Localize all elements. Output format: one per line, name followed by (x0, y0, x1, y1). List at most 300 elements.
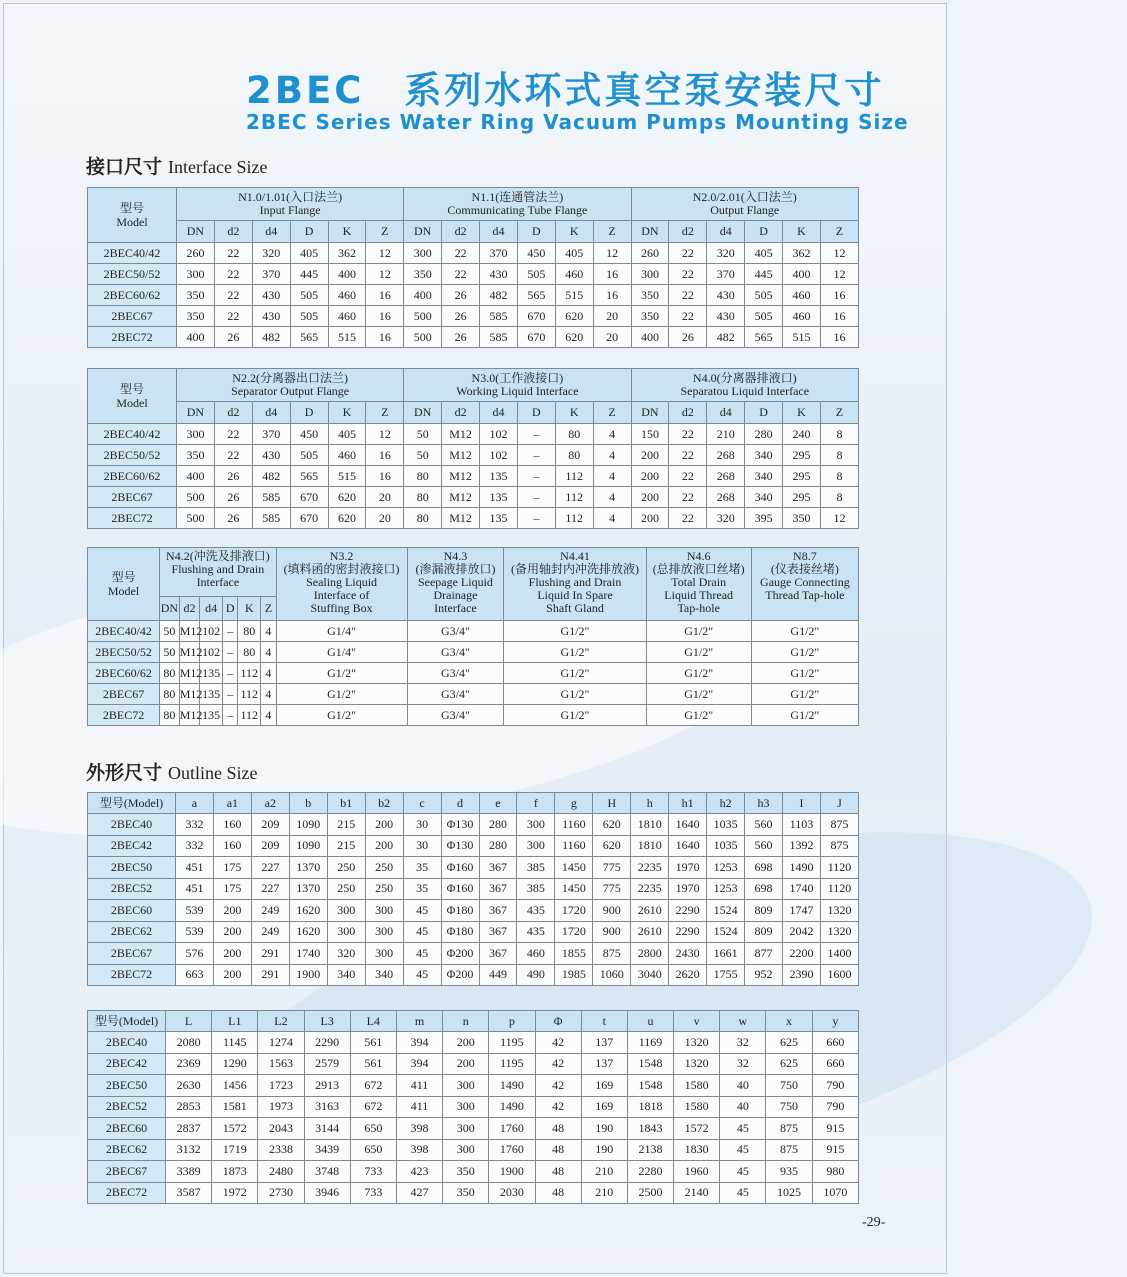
section-title-cn: 接口尺寸 (86, 156, 163, 178)
table-cell: 482 (707, 327, 745, 348)
table-cell: 1720 (555, 900, 593, 922)
table-cell: G1/2" (646, 705, 751, 726)
table-cell: 340 (365, 964, 403, 986)
table-cell: 26 (214, 508, 252, 529)
interface-table-3 (87, 547, 859, 726)
table-cell: 1661 (707, 943, 745, 965)
table-cell: 1970 (669, 857, 707, 879)
table-cell: 80 (160, 705, 180, 726)
table-cell: 620 (328, 508, 366, 529)
model-cell: 2BEC40/42 (88, 621, 160, 642)
table-cell: 1873 (212, 1161, 258, 1183)
table-cell: 400 (404, 285, 442, 306)
table-cell: 875 (820, 835, 858, 857)
table-cell: 26 (214, 487, 252, 508)
table-cell: M12 (179, 642, 200, 663)
table-cell: M12 (442, 508, 480, 529)
column-header: d4 (707, 221, 745, 243)
table-cell: 620 (555, 306, 593, 327)
table-row (88, 487, 859, 508)
table-cell: 451 (176, 878, 214, 900)
table-cell: 2290 (304, 1032, 350, 1054)
table-cell: 16 (366, 466, 404, 487)
column-header: Z (820, 221, 858, 243)
table-cell: 505 (745, 306, 783, 327)
column-header: D (223, 597, 238, 621)
table-cell: 1900 (289, 964, 327, 986)
table-cell: 22 (669, 508, 707, 529)
column-header: d2 (214, 402, 252, 424)
table-cell: 450 (290, 424, 328, 445)
table-row (88, 621, 859, 642)
table-cell: 12 (593, 243, 631, 264)
model-cell: 2BEC67 (88, 306, 177, 327)
table-cell: G1/2" (751, 705, 858, 726)
table-cell: 48 (535, 1139, 581, 1161)
table-cell: 877 (745, 943, 783, 965)
table-cell: 45 (720, 1182, 766, 1204)
table-cell: 250 (365, 857, 403, 879)
table-cell: 350 (443, 1161, 489, 1183)
table-cell: – (223, 621, 238, 642)
table-row (88, 1139, 859, 1161)
table-cell: 1572 (674, 1118, 720, 1140)
table-row (88, 445, 859, 466)
table-cell: 209 (251, 814, 289, 836)
table-cell: 48 (535, 1161, 581, 1183)
table-cell: G1/2" (646, 663, 751, 684)
table-cell: 460 (783, 306, 821, 327)
table-cell: 585 (252, 508, 290, 529)
table-cell: 332 (176, 835, 214, 857)
column-header: H (593, 793, 631, 814)
column-header: t (581, 1011, 627, 1032)
table-cell: 8 (820, 466, 858, 487)
table-cell: 500 (177, 487, 215, 508)
outline-table-2 (87, 1010, 859, 1204)
table-cell: 1253 (707, 857, 745, 879)
table-cell: 4 (593, 466, 631, 487)
model-cell: 2BEC52 (88, 878, 176, 900)
table-cell: Φ200 (441, 964, 479, 986)
table-cell: 620 (555, 327, 593, 348)
table-cell: 405 (290, 243, 328, 264)
table-cell: 320 (707, 243, 745, 264)
table-cell: G3/4" (407, 621, 504, 642)
column-header: L2 (258, 1011, 304, 1032)
table-cell: 1025 (766, 1182, 812, 1204)
table-cell: 16 (820, 327, 858, 348)
table-cell: 50 (160, 642, 180, 663)
table-cell: G1/4" (276, 621, 407, 642)
table-row (88, 900, 859, 922)
table-cell: 45 (720, 1161, 766, 1183)
table-cell: 370 (480, 243, 518, 264)
table-cell: 3389 (166, 1161, 212, 1183)
table-cell: 295 (783, 487, 821, 508)
table-cell: 16 (366, 285, 404, 306)
table-cell: 400 (177, 327, 215, 348)
table-cell: G1/2" (751, 663, 858, 684)
table-cell: 2579 (304, 1053, 350, 1075)
table-cell: G1/2" (276, 684, 407, 705)
table-cell: 300 (327, 900, 365, 922)
table-cell: 35 (403, 878, 441, 900)
table-cell: 112 (555, 508, 593, 529)
table-cell: 22 (669, 243, 707, 264)
table-cell: 560 (745, 814, 783, 836)
table-cell: 385 (517, 857, 555, 879)
table-cell: G1/2" (751, 684, 858, 705)
column-header: L3 (304, 1011, 350, 1032)
table-cell: 1810 (631, 814, 669, 836)
table-cell: 875 (820, 814, 858, 836)
table-cell: 16 (820, 285, 858, 306)
table-cell: 398 (396, 1139, 442, 1161)
column-header: K (328, 402, 366, 424)
table-cell: 45 (403, 943, 441, 965)
table-cell: 250 (365, 878, 403, 900)
table-cell: 585 (480, 327, 518, 348)
table-cell: Φ130 (441, 814, 479, 836)
table-cell: 42 (535, 1075, 581, 1097)
table-cell: 3040 (631, 964, 669, 986)
section-title-cn: 外形尺寸 (86, 762, 163, 784)
table-cell: Φ200 (441, 943, 479, 965)
column-header: Z (593, 402, 631, 424)
table-cell: 2913 (304, 1075, 350, 1097)
column-header: d2 (669, 402, 707, 424)
model-header: 型号 Model (88, 548, 160, 621)
table-cell: 435 (517, 900, 555, 922)
table-cell: 26 (442, 327, 480, 348)
table-cell: 367 (479, 900, 517, 922)
table-cell: 26 (442, 285, 480, 306)
table-cell: 12 (366, 243, 404, 264)
table-cell: 175 (213, 857, 251, 879)
page-title-en: 2BEC Series Water Ring Vacuum Pumps Mounting Size (246, 110, 909, 134)
table-row (88, 921, 859, 943)
table-cell: 370 (707, 264, 745, 285)
table-cell: 249 (251, 921, 289, 943)
table-cell: Φ130 (441, 835, 479, 857)
table-cell: 698 (745, 878, 783, 900)
table-cell: 411 (396, 1096, 442, 1118)
table-cell: 16 (820, 306, 858, 327)
table-cell: 1370 (289, 857, 327, 879)
table-cell: 295 (783, 445, 821, 466)
column-header: p (489, 1011, 535, 1032)
column-header: Z (366, 221, 404, 243)
column-header: D (745, 402, 783, 424)
table-cell: 190 (581, 1139, 627, 1161)
column-header: Z (593, 221, 631, 243)
table-cell: 2837 (166, 1118, 212, 1140)
table-cell: 112 (555, 487, 593, 508)
table-cell: 1456 (212, 1075, 258, 1097)
table-cell: 12 (366, 264, 404, 285)
column-header: v (674, 1011, 720, 1032)
table-cell: 1320 (820, 921, 858, 943)
model-cell: 2BEC67 (88, 1161, 166, 1183)
table-cell: 698 (745, 857, 783, 879)
table-cell: 200 (213, 943, 251, 965)
table-cell: 1600 (820, 964, 858, 986)
table-cell: 1985 (555, 964, 593, 986)
table-cell: 1843 (627, 1118, 673, 1140)
table-cell: 250 (327, 878, 365, 900)
table-cell: M12 (442, 424, 480, 445)
table-cell: 300 (365, 921, 403, 943)
table-cell: 300 (365, 943, 403, 965)
table-cell: 2080 (166, 1032, 212, 1054)
table-cell: 1160 (555, 814, 593, 836)
model-header: 型号(Model) (88, 1011, 166, 1032)
table-cell: 1060 (593, 964, 631, 986)
table-cell: 300 (177, 264, 215, 285)
column-header: I (783, 793, 821, 814)
table-cell: 8 (820, 445, 858, 466)
table-cell: 809 (745, 900, 783, 922)
model-cell: 2BEC72 (88, 508, 177, 529)
table-cell: 1972 (212, 1182, 258, 1204)
model-cell: 2BEC50/52 (88, 445, 177, 466)
column-header: D (517, 221, 555, 243)
group-header: N8.7 (仪表接丝堵) Gauge Connecting Thread Tap-hole (751, 548, 858, 621)
column-header: K (555, 221, 593, 243)
table-cell: 22 (442, 243, 480, 264)
table-cell: 135 (200, 684, 223, 705)
table-cell: 620 (328, 487, 366, 508)
table-cell: 200 (631, 487, 669, 508)
table-cell: 2610 (631, 921, 669, 943)
table-cell: 42 (535, 1032, 581, 1054)
table-cell: 875 (766, 1139, 812, 1161)
table-cell: Φ160 (441, 857, 479, 879)
table-cell: 450 (517, 243, 555, 264)
column-header: d2 (179, 597, 200, 621)
table-cell: 565 (290, 466, 328, 487)
table-cell: 411 (396, 1075, 442, 1097)
table-cell: 135 (200, 705, 223, 726)
table-cell: 1392 (783, 835, 821, 857)
table-cell: – (517, 466, 555, 487)
table-cell: 460 (328, 285, 366, 306)
table-cell: Φ180 (441, 921, 479, 943)
table-cell: 4 (593, 445, 631, 466)
column-header: DN (404, 221, 442, 243)
table-cell: 775 (593, 857, 631, 879)
model-cell: 2BEC62 (88, 921, 176, 943)
table-row (88, 1182, 859, 1204)
table-cell: 733 (350, 1182, 396, 1204)
table-cell: 4 (593, 487, 631, 508)
table-cell: 1960 (674, 1161, 720, 1183)
table-cell: 2030 (489, 1182, 535, 1204)
table-row (88, 1096, 859, 1118)
table-cell: 900 (593, 921, 631, 943)
table-cell: 1580 (674, 1096, 720, 1118)
table-cell: M12 (179, 705, 200, 726)
table-cell: 1620 (289, 921, 327, 943)
table-cell: 560 (745, 835, 783, 857)
group-header: N4.0(分离器排液口) Separatou Liquid Interface (631, 369, 859, 402)
table-cell: 505 (290, 306, 328, 327)
table-cell: 340 (745, 487, 783, 508)
table-cell: 1120 (820, 857, 858, 879)
column-header: d2 (214, 221, 252, 243)
column-header: K (328, 221, 366, 243)
table-cell: 22 (669, 306, 707, 327)
table-row (88, 508, 859, 529)
table-row (88, 878, 859, 900)
table-cell: 300 (517, 835, 555, 857)
table-cell: 209 (251, 835, 289, 857)
table-cell: 3163 (304, 1096, 350, 1118)
table-cell: 1400 (820, 943, 858, 965)
table-cell: 660 (812, 1032, 858, 1054)
table-cell: 32 (720, 1053, 766, 1075)
table-cell: 875 (766, 1118, 812, 1140)
table-cell: 30 (403, 835, 441, 857)
table-cell: 2630 (166, 1075, 212, 1097)
table-cell: 175 (213, 878, 251, 900)
table-cell: 137 (581, 1053, 627, 1075)
table-cell: 280 (479, 835, 517, 857)
column-header: w (720, 1011, 766, 1032)
column-header: y (812, 1011, 858, 1032)
column-header: Z (820, 402, 858, 424)
model-cell: 2BEC52 (88, 1096, 166, 1118)
table-cell: 2042 (783, 921, 821, 943)
table-cell: – (223, 663, 238, 684)
table-cell: 750 (766, 1075, 812, 1097)
table-cell: 663 (176, 964, 214, 986)
table-cell: 505 (290, 285, 328, 306)
column-header: e (479, 793, 517, 814)
table-row (88, 1075, 859, 1097)
table-cell: G1/2" (504, 642, 646, 663)
table-cell: 80 (238, 642, 261, 663)
model-cell: 2BEC40 (88, 814, 176, 836)
column-header: b1 (327, 793, 365, 814)
table-cell: G1/2" (646, 642, 751, 663)
table-cell: 40 (720, 1096, 766, 1118)
table-cell: 515 (328, 327, 366, 348)
table-cell: 660 (812, 1053, 858, 1075)
table-cell: 32 (720, 1032, 766, 1054)
table-cell: M12 (179, 663, 200, 684)
table-cell: 12 (366, 424, 404, 445)
table-cell: 900 (593, 900, 631, 922)
model-cell: 2BEC72 (88, 705, 160, 726)
table-cell: 1719 (212, 1139, 258, 1161)
table-cell: G1/2" (646, 621, 751, 642)
table-cell: 1740 (289, 943, 327, 965)
column-header: K (238, 597, 261, 621)
table-row (88, 1032, 859, 1054)
table-cell: 22 (214, 285, 252, 306)
table-cell: M12 (179, 684, 200, 705)
table-cell: 227 (251, 857, 289, 879)
table-cell: 332 (176, 814, 214, 836)
table-cell: M12 (179, 621, 200, 642)
table-cell: 215 (327, 835, 365, 857)
column-header: u (627, 1011, 673, 1032)
table-cell: 430 (252, 306, 290, 327)
table-cell: G1/2" (276, 705, 407, 726)
column-header: DN (177, 221, 215, 243)
column-header: d4 (252, 221, 290, 243)
table-cell: 1760 (489, 1118, 535, 1140)
model-cell: 2BEC42 (88, 835, 176, 857)
table-cell: 22 (214, 243, 252, 264)
group-header: N4.41 (备用轴封内冲洗排放液) Flushing and Drain Liquid In Spare Shaft Gland (504, 548, 646, 621)
table-cell: 400 (328, 264, 366, 285)
table-cell: 1370 (289, 878, 327, 900)
table-cell: 22 (214, 445, 252, 466)
column-header: f (517, 793, 555, 814)
table-cell: G3/4" (407, 684, 504, 705)
table-cell: 22 (214, 424, 252, 445)
column-header: n (443, 1011, 489, 1032)
table-cell: 1755 (707, 964, 745, 986)
table-cell: 300 (443, 1096, 489, 1118)
column-header: d2 (669, 221, 707, 243)
table-cell: 350 (631, 285, 669, 306)
table-cell: 1253 (707, 878, 745, 900)
column-header: d4 (480, 402, 518, 424)
table-cell: G1/2" (751, 642, 858, 663)
column-header: d4 (480, 221, 518, 243)
table-cell: 2235 (631, 878, 669, 900)
table-cell: G3/4" (407, 642, 504, 663)
table-cell: 915 (812, 1118, 858, 1140)
table-cell: 585 (480, 306, 518, 327)
model-header: 型号 Model (88, 369, 177, 424)
table-cell: 515 (328, 466, 366, 487)
table-cell: 405 (555, 243, 593, 264)
model-cell: 2BEC67 (88, 684, 160, 705)
table-cell: 260 (631, 243, 669, 264)
table-cell: 405 (745, 243, 783, 264)
table-cell: 394 (396, 1032, 442, 1054)
model-cell: 2BEC40/42 (88, 243, 177, 264)
table-cell: 561 (350, 1053, 396, 1075)
model-cell: 2BEC60/62 (88, 285, 177, 306)
model-header: 型号 Model (88, 188, 177, 243)
table-cell: 42 (535, 1096, 581, 1118)
table-cell: 370 (252, 424, 290, 445)
section-title-en: Interface Size (168, 157, 268, 177)
table-cell: 102 (200, 642, 223, 663)
table-cell: 405 (328, 424, 366, 445)
table-cell: 350 (631, 306, 669, 327)
table-cell: 1900 (489, 1161, 535, 1183)
table-cell: 1548 (627, 1075, 673, 1097)
group-header: N3.0(工作液接口) Working Liquid Interface (404, 369, 631, 402)
column-header: DN (631, 221, 669, 243)
table-cell: Φ160 (441, 878, 479, 900)
table-cell: 80 (404, 487, 442, 508)
table-cell: 1320 (820, 900, 858, 922)
table-cell: 200 (631, 508, 669, 529)
column-header: d4 (252, 402, 290, 424)
table-cell: 20 (366, 508, 404, 529)
table-cell: 670 (517, 306, 555, 327)
table-row (88, 684, 859, 705)
column-header: b (289, 793, 327, 814)
